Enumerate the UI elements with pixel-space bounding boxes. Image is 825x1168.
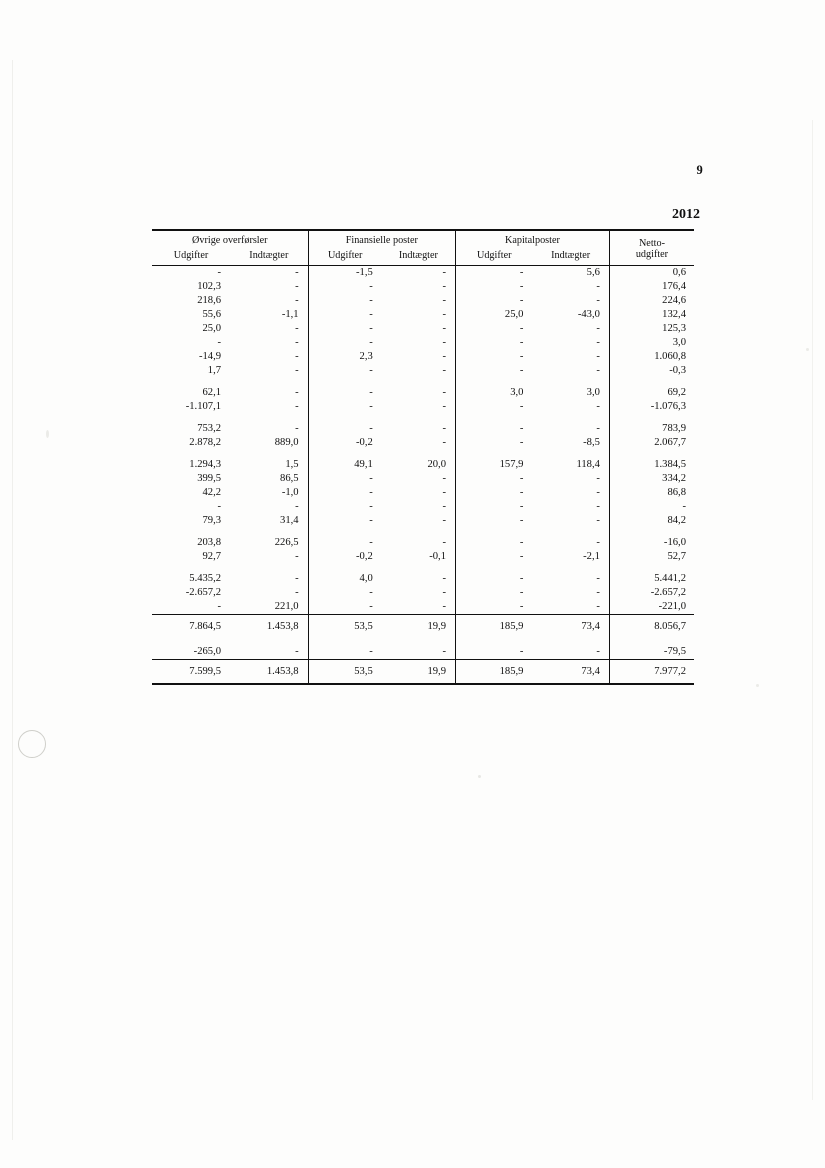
table-total-row: [152, 660, 694, 685]
table-data-cell: -: [596, 473, 600, 484]
table-data-cell: -: [596, 365, 600, 376]
table-data-cell: 0,6: [609, 266, 694, 281]
table-data-cell: 49,1: [308, 458, 382, 472]
table-subtotal-cell: 8.056,7: [609, 615, 694, 636]
table-data-cell: -221,0: [609, 600, 694, 615]
table-data-cell: 3,0: [586, 387, 600, 398]
table-data-cell: 783,9: [609, 422, 694, 436]
table-spacer-cell: [230, 635, 308, 645]
table-subtotal-cell: 19,9: [382, 615, 456, 636]
table-data-cell: -: [442, 365, 446, 376]
table-data-cell: -: [596, 351, 600, 362]
table-spacer-cell: [382, 450, 456, 458]
table-subtotal-cell: 73,4: [532, 615, 609, 636]
table-data-cell: -: [308, 422, 382, 436]
table-data-cell: 2.067,7: [609, 436, 694, 450]
table-data-cell: -: [308, 500, 382, 514]
table-data-cell: 218,6: [197, 295, 222, 306]
table-data-cell: -0,2: [308, 550, 382, 564]
table-data-cell: -: [295, 551, 299, 562]
table-total-cell: 7.977,2: [609, 660, 694, 685]
table-spacer-cell: [456, 450, 533, 458]
financial-table: [152, 229, 694, 685]
table-spacer-row: [152, 564, 694, 572]
scan-artifact-speck: [46, 430, 49, 438]
table-data-cell: 2,3: [308, 350, 382, 364]
table-data-cell: -: [456, 422, 533, 436]
table-data-cell: 62,1: [202, 387, 222, 398]
table-data-cell: -: [456, 536, 533, 550]
table-data-cell: 176,4: [609, 280, 694, 294]
table-data-cell: -: [308, 294, 382, 308]
scan-artifact-hole-punch: [18, 730, 46, 758]
table-data-cell: 5,6: [586, 267, 600, 278]
table-adjustment-cell: -79,5: [609, 645, 694, 660]
table-data-cell: -16,0: [609, 536, 694, 550]
table-data-cell: 20,0: [427, 459, 446, 470]
table-data-cell: -: [596, 295, 600, 306]
table-total-cell: 53,5: [308, 660, 382, 685]
table-row: [152, 422, 694, 436]
table-data-cell: -: [596, 573, 600, 584]
table-data-cell: 753,2: [197, 423, 222, 434]
table-adjustment-row: [152, 645, 694, 660]
table-spacer-row: [152, 450, 694, 458]
table-spacer-cell: [456, 414, 533, 422]
table-spacer-cell: [152, 450, 230, 458]
column-group-finansielle-poster: Finansielle poster: [308, 230, 455, 249]
table-row: [152, 550, 694, 564]
table-data-cell: 132,4: [609, 308, 694, 322]
table-data-cell: -1.107,1: [185, 401, 222, 412]
table-row: [152, 486, 694, 500]
table-spacer-row: [152, 378, 694, 386]
table-data-cell: -: [308, 472, 382, 486]
table-data-cell: -: [308, 364, 382, 378]
table-subtotal-row: [152, 615, 694, 636]
scan-artifact-speck: [806, 348, 809, 351]
table-data-cell: -: [442, 573, 446, 584]
table-total-cell: 73,4: [532, 660, 609, 685]
table-data-cell: -: [456, 436, 533, 450]
table-data-cell: -0,1: [429, 551, 446, 562]
table-data-cell: 1,5: [285, 459, 299, 470]
table-data-cell: -: [217, 501, 222, 512]
table-data-cell: -: [295, 387, 299, 398]
table-data-cell: 125,3: [609, 322, 694, 336]
table-subtotal-cell: 185,9: [456, 615, 533, 636]
table-data-cell: 55,6: [202, 309, 222, 320]
table-data-cell: -: [442, 423, 446, 434]
table-spacer-cell: [230, 414, 308, 422]
table-data-cell: 224,6: [609, 294, 694, 308]
table-data-cell: 2.878,2: [189, 437, 222, 448]
table-data-cell: 92,7: [202, 551, 222, 562]
table-spacer-cell: [609, 528, 694, 536]
table-total-cell: 1.453,8: [230, 660, 308, 685]
table-spacer-cell: [152, 378, 230, 386]
table-data-cell: -: [609, 500, 694, 514]
table-data-cell: -: [295, 573, 299, 584]
table-data-cell: -: [596, 587, 600, 598]
table-spacer-row: [152, 414, 694, 422]
table-data-cell: -: [442, 387, 446, 398]
table-data-cell: -: [442, 323, 446, 334]
table-spacer-cell: [230, 528, 308, 536]
table-data-cell: -8,5: [583, 437, 600, 448]
table-data-cell: -: [456, 400, 533, 414]
table-data-cell: -: [442, 601, 446, 612]
table-data-cell: 4,0: [308, 572, 382, 586]
table-data-cell: -: [596, 337, 600, 348]
column-header-ovrige-udgifter: Udgifter: [152, 249, 230, 266]
scan-artifact-left-edge: [12, 60, 13, 1140]
table-data-cell: 1,7: [207, 365, 222, 376]
table-data-cell: 84,2: [609, 514, 694, 528]
nettoudgifter-line-2: udgifter: [635, 248, 669, 260]
year-heading: 2012: [672, 207, 700, 222]
table-data-cell: -: [308, 514, 382, 528]
table-total-cell: 185,9: [456, 660, 533, 685]
table-data-cell: -: [442, 401, 446, 412]
table-spacer-cell: [152, 564, 230, 572]
table-row: [152, 364, 694, 378]
scan-artifact-speck: [478, 775, 481, 778]
table-data-cell: -: [308, 336, 382, 350]
table-data-cell: -: [456, 586, 533, 600]
table-spacer-row: [152, 635, 694, 645]
table-row: [152, 322, 694, 336]
table-data-cell: -: [308, 400, 382, 414]
table-spacer-cell: [308, 414, 382, 422]
table-data-cell: 226,5: [274, 537, 299, 548]
table-data-cell: -: [456, 336, 533, 350]
table-data-cell: -: [217, 337, 222, 348]
table-row: [152, 350, 694, 364]
table-data-cell: -: [295, 351, 299, 362]
table-data-cell: -: [456, 500, 533, 514]
table-data-cell: 221,0: [274, 601, 299, 612]
table-spacer-cell: [230, 378, 308, 386]
table-data-cell: -: [596, 323, 600, 334]
table-spacer-cell: [382, 414, 456, 422]
table-spacer-cell: [152, 635, 230, 645]
table-row: [152, 400, 694, 414]
column-header-finansielle-udgifter: Udgifter: [308, 249, 382, 266]
table-data-cell: 157,9: [456, 458, 533, 472]
table-spacer-cell: [456, 378, 533, 386]
table-data-cell: -: [442, 515, 446, 526]
table-data-cell: -2.657,2: [609, 586, 694, 600]
table-data-cell: -: [456, 514, 533, 528]
table-data-cell: -: [442, 295, 446, 306]
table-data-cell: 31,4: [280, 515, 299, 526]
table-data-cell: 69,2: [609, 386, 694, 400]
table-data-cell: 1.060,8: [609, 350, 694, 364]
table-data-cell: 889,0: [274, 437, 299, 448]
table-spacer-cell: [152, 414, 230, 422]
table-data-cell: -: [295, 501, 299, 512]
table-spacer-cell: [230, 564, 308, 572]
table-row: [152, 336, 694, 350]
table-spacer-cell: [532, 635, 609, 645]
column-group-ovrige-overforsler: Øvrige overførsler: [192, 235, 268, 246]
table-data-cell: 334,2: [609, 472, 694, 486]
table-data-cell: -: [295, 365, 299, 376]
table-data-cell: -: [308, 322, 382, 336]
table-data-cell: -: [308, 486, 382, 500]
column-header-ovrige-indtaegter: Indtægter: [230, 249, 308, 266]
table-row: [152, 500, 694, 514]
table-data-cell: -: [456, 472, 533, 486]
table-spacer-cell: [532, 528, 609, 536]
table-row: [152, 308, 694, 322]
table-data-cell: -: [442, 281, 446, 292]
table-data-cell: -: [596, 487, 600, 498]
table-data-cell: -: [308, 586, 382, 600]
table-group-header-row: [152, 230, 694, 249]
table-adjustment-cell: -: [596, 646, 600, 657]
table-spacer-cell: [609, 635, 694, 645]
table-data-cell: -: [596, 281, 600, 292]
table-data-cell: 86,8: [609, 486, 694, 500]
table-spacer-cell: [456, 528, 533, 536]
table-spacer-cell: [456, 635, 533, 645]
table-data-cell: 86,5: [280, 473, 299, 484]
table-data-cell: -: [596, 423, 600, 434]
table-spacer-cell: [382, 635, 456, 645]
table-data-cell: -: [295, 337, 299, 348]
table-row: [152, 280, 694, 294]
table-data-cell: -1,0: [281, 487, 299, 498]
table-data-cell: -: [596, 515, 600, 526]
table-subtotal-cell: 7.864,5: [152, 615, 230, 636]
table-adjustment-cell: -265,0: [193, 646, 222, 657]
table-spacer-cell: [308, 564, 382, 572]
column-header-kapital-indtaegter: Indtægter: [532, 249, 609, 266]
table-data-cell: 399,5: [197, 473, 222, 484]
table-data-cell: -1,5: [308, 266, 382, 281]
table-row: [152, 472, 694, 486]
table-subtotal-cell: 53,5: [308, 615, 382, 636]
table-data-cell: -: [442, 351, 446, 362]
table-spacer-cell: [532, 378, 609, 386]
table-data-cell: 5.435,2: [189, 573, 222, 584]
table-data-cell: -: [456, 600, 533, 615]
table-spacer-cell: [308, 528, 382, 536]
table-data-cell: -: [596, 601, 600, 612]
table-spacer-cell: [230, 450, 308, 458]
table-data-cell: 52,7: [609, 550, 694, 564]
table-data-cell: -: [456, 322, 533, 336]
column-header-finansielle-indtaegter: Indtægter: [382, 249, 456, 266]
table-data-cell: 203,8: [197, 537, 222, 548]
scan-artifact-speck: [756, 684, 759, 687]
table-data-cell: -: [456, 266, 533, 281]
table-row: [152, 436, 694, 450]
table-subtotal-cell: 1.453,8: [230, 615, 308, 636]
table-data-cell: 42,2: [202, 487, 222, 498]
table-spacer-cell: [609, 564, 694, 572]
table-data-cell: -: [295, 423, 299, 434]
table-body: [152, 266, 694, 685]
table-data-cell: -2.657,2: [185, 587, 222, 598]
table-spacer-cell: [609, 378, 694, 386]
table-data-cell: -: [596, 401, 600, 412]
table-data-cell: -: [442, 309, 446, 320]
table-data-cell: -: [442, 473, 446, 484]
table-data-cell: -: [442, 587, 446, 598]
table-data-cell: 3,0: [456, 386, 533, 400]
table-data-cell: -: [217, 601, 222, 612]
table-adjustment-cell: -: [295, 646, 299, 657]
table-header: [152, 230, 694, 266]
table-data-cell: -: [295, 401, 299, 412]
table-data-cell: -: [456, 364, 533, 378]
table-spacer-cell: [382, 528, 456, 536]
table-spacer-cell: [382, 378, 456, 386]
table-adjustment-cell: -: [308, 645, 382, 660]
table-data-cell: -: [442, 337, 446, 348]
table-adjustment-cell: -: [442, 646, 446, 657]
table-data-cell: 1.294,3: [189, 459, 222, 470]
table-spacer-cell: [609, 414, 694, 422]
column-header-nettoudgifter: [609, 230, 694, 266]
table-data-cell: 5.441,2: [609, 572, 694, 586]
table-spacer-cell: [532, 414, 609, 422]
table-data-cell: 118,4: [576, 459, 600, 470]
table-data-cell: -: [456, 572, 533, 586]
table-data-cell: -: [295, 281, 299, 292]
table-row: [152, 586, 694, 600]
table-data-cell: -: [442, 537, 446, 548]
table-row: [152, 458, 694, 472]
table-row: [152, 266, 694, 281]
table-row: [152, 294, 694, 308]
table-data-cell: -: [308, 280, 382, 294]
table-row: [152, 514, 694, 528]
table-spacer-cell: [152, 528, 230, 536]
table-spacer-row: [152, 528, 694, 536]
table-data-cell: 25,0: [202, 323, 222, 334]
table-data-cell: -: [442, 437, 446, 448]
table-data-cell: 102,3: [197, 281, 222, 292]
table-data-cell: -: [442, 267, 446, 278]
table-data-cell: -: [442, 487, 446, 498]
table-spacer-cell: [308, 378, 382, 386]
table-data-cell: -0,3: [609, 364, 694, 378]
nettoudgifter-line-1: Netto-: [638, 237, 665, 249]
table-data-cell: -: [456, 350, 533, 364]
table-data-cell: -: [456, 294, 533, 308]
table-data-cell: -: [596, 537, 600, 548]
table-row: [152, 386, 694, 400]
financial-table-container: [152, 229, 694, 685]
table-data-cell: -: [456, 486, 533, 500]
table-data-cell: -: [295, 267, 299, 278]
table-data-cell: -: [308, 536, 382, 550]
table-data-cell: -: [308, 308, 382, 322]
page-number: 9: [696, 163, 703, 177]
column-header-kapital-udgifter: Udgifter: [456, 249, 533, 266]
table-spacer-cell: [532, 564, 609, 572]
table-data-cell: -: [295, 295, 299, 306]
table-spacer-cell: [308, 635, 382, 645]
table-data-cell: -: [456, 280, 533, 294]
table-data-cell: -: [295, 587, 299, 598]
table-data-cell: 1.384,5: [609, 458, 694, 472]
table-spacer-cell: [532, 450, 609, 458]
table-data-cell: -0,2: [308, 436, 382, 450]
table-data-cell: -: [596, 501, 600, 512]
table-data-cell: -: [308, 600, 382, 615]
table-data-cell: 3,0: [609, 336, 694, 350]
table-adjustment-cell: -: [456, 645, 533, 660]
column-group-kapitalposter: Kapitalposter: [456, 230, 610, 249]
table-data-cell: 79,3: [202, 515, 222, 526]
table-row: [152, 600, 694, 615]
table-data-cell: -2,1: [583, 551, 600, 562]
table-data-cell: -: [456, 550, 533, 564]
table-data-cell: -1,1: [281, 309, 299, 320]
table-spacer-cell: [382, 564, 456, 572]
table-total-cell: 19,9: [382, 660, 456, 685]
table-data-cell: -: [442, 501, 446, 512]
table-row: [152, 572, 694, 586]
table-spacer-cell: [609, 450, 694, 458]
table-data-cell: -: [295, 323, 299, 334]
table-spacer-cell: [308, 450, 382, 458]
table-data-cell: -14,9: [198, 351, 222, 362]
scan-artifact-right-edge: [812, 120, 813, 1100]
table-data-cell: -1.076,3: [609, 400, 694, 414]
table-spacer-cell: [456, 564, 533, 572]
table-row: [152, 536, 694, 550]
table-total-cell: 7.599,5: [152, 660, 230, 685]
table-data-cell: -: [217, 267, 222, 278]
table-data-cell: -43,0: [577, 309, 600, 320]
table-data-cell: -: [308, 386, 382, 400]
table-data-cell: 25,0: [456, 308, 533, 322]
